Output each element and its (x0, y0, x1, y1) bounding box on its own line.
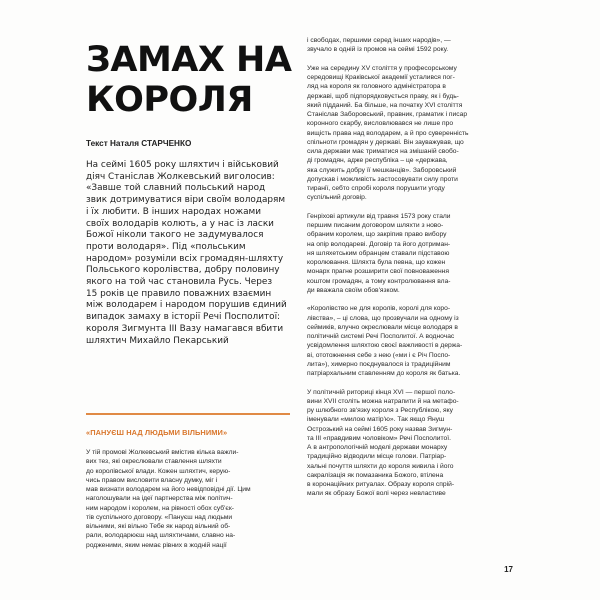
body-line: Станіслав Заборовський, правник, граматик і писар (307, 111, 468, 118)
article-title (86, 40, 296, 120)
title-line: КОРОЛЯ (86, 80, 253, 120)
body-line: політичній системі Речі Посполитої. А водночас (307, 333, 455, 340)
body-line: вільними, які вільно Тебе як народ вільний об- (86, 523, 231, 530)
body-line: хальні почуття шляхти до короля живила і його (307, 462, 454, 470)
body-line: У політичній риториці кінця XVI — першої поло- (307, 388, 456, 396)
body-line: рали, володарюєш над шляхтичами, славно на- (86, 532, 236, 540)
title-line: ЗАМАХ НА (86, 40, 292, 80)
body-line: Уже на середину XV століття у професорському (307, 64, 457, 72)
body-line: ди вважала своїм обов'язком. (307, 286, 400, 294)
body-line: допускав і можливість застосовувати силу проти (307, 175, 458, 183)
lead-line: проти володаря». Під «польським (86, 241, 246, 252)
section-divider (86, 413, 290, 415)
body-line: сеймиків, влучно окреслювали місце володаря в (307, 323, 458, 331)
body-line: іменували «милою матір'ю». Так якщо Януш (307, 416, 445, 424)
body-paragraph (307, 388, 507, 499)
body-line: вищість права над володарем, а й про суверенність (307, 129, 469, 137)
lead-line: і їх любити. В інших народах ножами (86, 206, 262, 217)
body-line: середовищі Краківської академії усталився пог- (307, 74, 455, 81)
body-line: ру шлюбного зв'язку короля з Республікою, яку (307, 407, 453, 414)
body-line: ді громадян, адже республіка – це «держава, (307, 157, 448, 165)
body-line: лівства», – ці слова, що прозвучали на одному із (307, 314, 459, 322)
body-paragraph (307, 304, 507, 378)
body-line: вини XVII століть можна натрапити й на метафо- (307, 397, 459, 405)
section-subheading: «ПАНУЄШ НАД ЛЮДЬМИ ВІЛЬНИМИ» (86, 428, 228, 437)
byline: Текст Наталя СТАРЧЕНКО (86, 139, 192, 148)
body-line: тиранії, себто спробі короля порушити угоду (307, 185, 445, 192)
body-line: традиційно відводили місце голови. Патріар- (307, 453, 447, 461)
lead-paragraph (86, 160, 290, 347)
lead-line: короля Зигмунта III Вазу намагався вбити (86, 323, 284, 334)
lead-line: якого на той час становила Русь. Через (86, 277, 273, 288)
lead-line: 15 років це правило поважних взаємин (86, 288, 272, 299)
body-line: ві, ототожнення себе з нею («ми і є Річ Поспо- (307, 351, 451, 359)
body-line: сакралізація як помазаника Божого, втілена (307, 471, 444, 479)
body-paragraph (307, 64, 507, 203)
body-line: А в антропологічній моделі держави монарху (307, 444, 448, 451)
lead-line: шляхтич Михайло Пекарський (86, 335, 229, 346)
body-line: «Королівство не для королів, королі для коро- (307, 305, 451, 313)
body-line: вих тез, які окреслювали ставлення шляхти (86, 458, 222, 466)
body-line: ня шляхетським обранцем ставали підставою (307, 249, 450, 257)
body-line: яка служить добру її мешканців». Заборовський (307, 166, 457, 174)
body-paragraph (307, 36, 507, 55)
lead-line: між володарем і народом порушив єдиний (86, 300, 287, 311)
right-body-text (307, 36, 507, 508)
body-line: державі, щоб підпорядковується праву, як і будь- (307, 92, 459, 100)
body-line: на опір володареві. Договір та його дотриман- (307, 240, 451, 248)
body-line: коштом громадян, а тому контролювання вла- (307, 277, 451, 285)
body-line: сила держави має триматися на змішаній свобо- (307, 148, 459, 155)
page-number: 17 (504, 565, 513, 574)
lead-line: Божої ніколи такого не задумувалося (86, 230, 264, 241)
lead-line: випадок замаху в історії Речі Посполитої: (86, 312, 281, 323)
body-line: лита»), химерно поєднувалося із традиційним (307, 360, 451, 368)
body-line: спільноти громадян у державі. Він зауважував, що (307, 138, 464, 146)
body-line: наголошували на ідеї партнерства між політич- (86, 495, 233, 503)
body-line: коронного скарбу, висловлювався не лише про (307, 120, 454, 128)
body-line: королювання. Шляхта була певна, що кожен (307, 259, 446, 266)
left-body-text (86, 448, 286, 550)
body-line: обраним королем, що закріпив право вибору (307, 231, 447, 239)
lead-line: своїх володарів колють, а у нас із ласки (86, 218, 274, 229)
lead-line: Польського королівства, добру половину (86, 265, 280, 276)
body-line: усвідомлення шляхтою своєї важливості в держа- (307, 342, 463, 350)
body-line: мав визнати володарем на його невідповідні дії. Цим (86, 486, 251, 493)
body-line: родженими, яким немає рівних в жодній нації (86, 541, 227, 549)
body-line: мали як образу Божої волі через невластиве (307, 490, 446, 498)
lead-line: діяч Станіслав Жолкевський виголосив: (86, 171, 275, 182)
body-line: суспільний договір. (307, 194, 367, 202)
lead-line: народом» розуміли всіх громадян-шляхту (86, 253, 284, 264)
body-line: тів суспільного договору. «Пануєш над людьми (86, 513, 233, 521)
body-line: Острозький на сеймі 1605 року назвав Зигмун- (307, 425, 453, 433)
body-line: чись правом висловити власну думку, міг і (86, 476, 218, 484)
body-line: в коронаційних ритуалах. Образу короля спрій- (307, 481, 455, 488)
body-line: У тій промові Жолкевський вмістив кілька важли- (86, 449, 239, 456)
body-line: Генріхові артикули від травня 1573 року стали (307, 212, 451, 220)
lead-line: звик дотримуватися віри своїм володарям (86, 195, 286, 206)
body-line: який підданий. Ба більше, на початку XVI століття (307, 101, 463, 109)
body-line: патріархальним ставленням до короля як батька. (307, 370, 461, 377)
body-line: звучало в одній із промов на сеймі 1592 року. (307, 46, 449, 54)
lead-line: «Завше той славний польський народ (86, 183, 266, 194)
body-line: ляд на короля як головного адміністратора в (307, 83, 446, 91)
body-line: та III «правдивим чоловіком» Речі Посполитої. (307, 434, 451, 442)
body-line: і свободах, першими серед інших народів», — (307, 37, 451, 44)
body-line: ним народом і королем, на рівності обох суб'єк- (86, 504, 234, 512)
lead-line: На сеймі 1605 року шляхтич і військовий (86, 160, 279, 170)
body-line: до королівської влади. Кожен шляхтич, керую- (86, 467, 231, 475)
body-paragraph (307, 212, 507, 295)
body-line: першим писаним договором шляхти з ново- (307, 222, 444, 229)
body-line: монарх прагне розширити свої повноваження (307, 268, 449, 276)
